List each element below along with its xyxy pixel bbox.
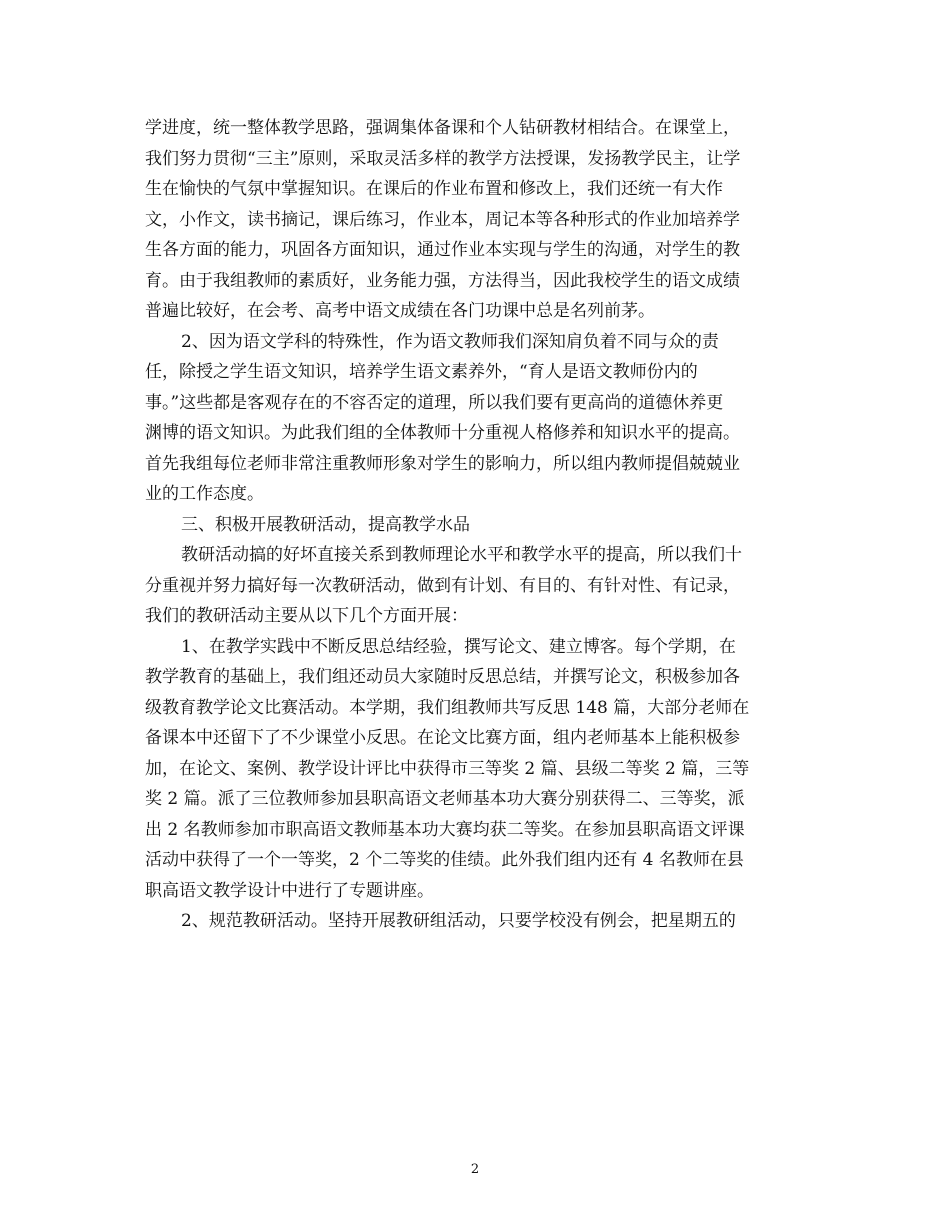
text-line: 2、规范教研活动。坚持开展教研组活动，只要学校没有例会，把星期五的 bbox=[181, 911, 736, 931]
text-line: 级教育教学论文比赛活动。本学期，我们组教师共写反思 148 篇，大部分老师在 bbox=[145, 697, 750, 718]
text-line: 渊博的语文知识。为此我们组的全体教师十分重视人格修养和知识水平的提高。 bbox=[145, 423, 740, 443]
text-line: 普遍比较好，在会考、高考中语文成绩在各门功课中总是名列前茅。 bbox=[145, 301, 655, 321]
text-line: 教学教育的基础上，我们组还动员大家随时反思总结，并撰写论文，积极参加各 bbox=[145, 667, 740, 687]
text-line: 教研活动搞的好坏直接关系到教师理论水平和教学水平的提高，所以我们十 bbox=[181, 545, 742, 565]
text-line: 生各方面的能力，巩固各方面知识，通过作业本实现与学生的沟通，对学生的教 bbox=[145, 240, 740, 260]
text-line: 2、因为语文学科的特殊性，作为语文教师我们深知肩负着不同与众的责 bbox=[181, 331, 719, 352]
text-line: 职高语文教学设计中进行了专题讲座。 bbox=[145, 880, 434, 901]
text-line: 奖 2 篇。派了三位教师参加县职高语文老师基本功大赛分别获得二、三等奖，派 bbox=[145, 789, 745, 809]
text-line: 我们的教研活动主要从以下几个方面开展： bbox=[145, 606, 468, 626]
page-number: 2 bbox=[470, 1162, 480, 1177]
text-line: 我们努力贯彻“三主”原则，采取灵活多样的教学方法授课，发扬教学民主，让学 bbox=[145, 148, 741, 169]
text-line: 任，除授之学生语文知识，培养学生语文素养外，“育人是语文教师份内的 bbox=[145, 362, 698, 382]
text-line: 备课本中还留下了不少课堂小反思。在论文比赛方面，组内老师基本上能积极参 bbox=[145, 728, 740, 748]
text-line: 育。由于我组教师的素质好，业务能力强，方法得当，因此我校学生的语文成绩 bbox=[145, 270, 740, 291]
text-line: 事。”这些都是客观存在的不容否定的道理，所以我们要有更高尚的道德休养更 bbox=[145, 392, 724, 413]
text-line: 加，在论文、案例、教学设计评比中获得市三等奖 2 篇、县级二等奖 2 篇，三等 bbox=[145, 758, 750, 779]
text-line: 三、积极开展教研活动，提高教学水品 bbox=[181, 514, 470, 535]
text-line: 文，小作文，读书摘记，课后练习，作业本，周记本等各种形式的作业加培养学 bbox=[145, 209, 740, 230]
text-line: 学进度，统一整体教学思路，强调集体备课和个人钻研教材相结合。在课堂上， bbox=[145, 118, 740, 138]
text-line: 首先我组每位老师非常注重教师形象对学生的影响力，所以组内教师提倡兢兢业 bbox=[145, 453, 740, 474]
text-line: 活动中获得了一个一等奖，2 个二等奖的佳绩。此外我们组内还有 4 名教师在县 bbox=[145, 850, 744, 870]
text-line: 分重视并努力搞好每一次教研活动，做到有计划、有目的、有针对性、有记录， bbox=[145, 575, 740, 596]
text-line: 生在愉快的气氛中掌握知识。在课后的作业布置和修改上，我们还统一有大作 bbox=[145, 179, 723, 199]
text-line: 1、在教学实践中不断反思总结经验，撰写论文、建立博客。每个学期，在 bbox=[181, 636, 736, 657]
text-line: 业的工作态度。 bbox=[145, 484, 264, 504]
body-text bbox=[145, 113, 805, 937]
text-line: 出 2 名教师参加市职高语文教师基本功大赛均获二等奖。在参加县职高语文评课 bbox=[145, 819, 745, 840]
